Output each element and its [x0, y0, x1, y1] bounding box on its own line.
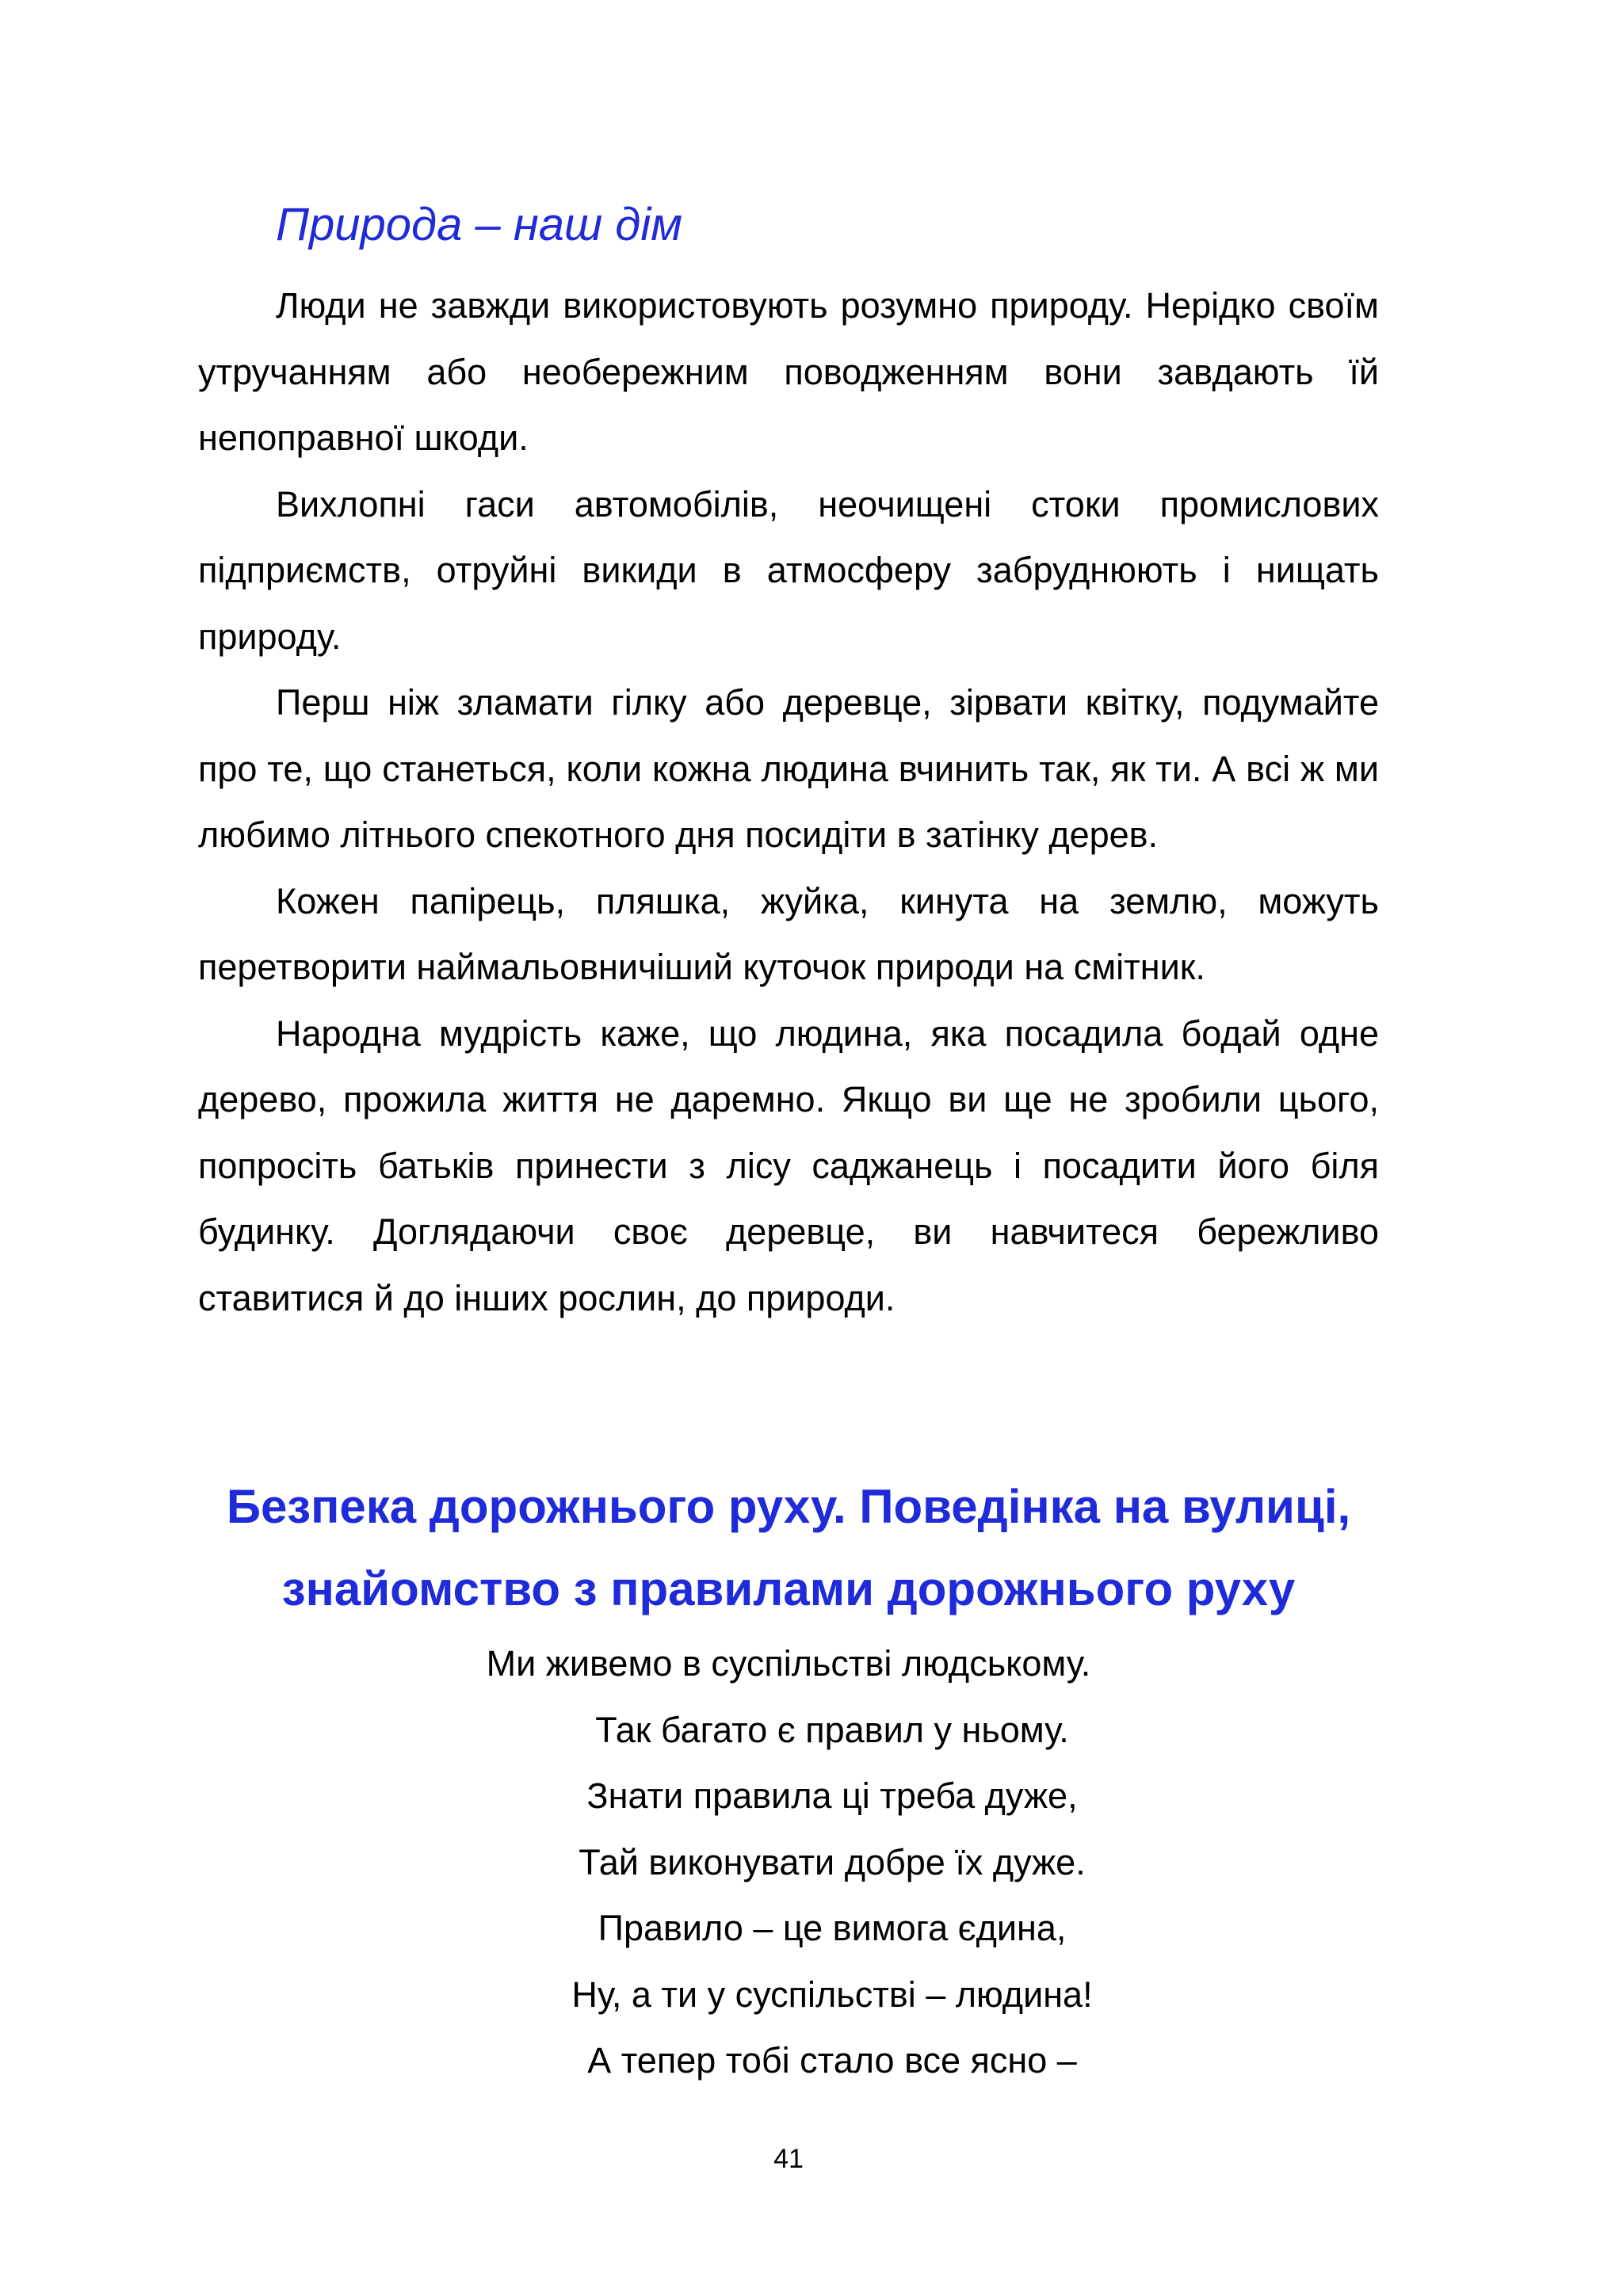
- poem-line: Ми живемо в суспільстві людському.: [486, 1643, 1091, 1684]
- poem-line: Ну, а ти у суспільстві – людина!: [571, 1974, 1093, 2015]
- poem: [198, 1630, 1379, 2094]
- paragraph: Народна мудрість каже, що людина, яка посадила бодай одне дерево, прожила життя не даремно. Якщо ви ще не зробили цього, попросіть батьків принести з лісу саджанець і посадити його біля будинку. Доглядаючи своє деревце, ви навчитеся бережливо ставитися й до інших рослин, до природи.: [198, 1013, 1379, 1318]
- paragraph: Люди не завжди використовують розумно природу. Нерідко своїм утручанням або необережним поводженням вони завдають їй непоправної шкоди.: [198, 285, 1379, 458]
- paragraph: Кожен папірець, пляшка, жуйка, кинута на землю, можуть перетворити наймальовничіший куточок природи на смітник.: [198, 880, 1379, 987]
- page-number: 41: [773, 2144, 804, 2174]
- section-body-nature: [198, 273, 1379, 1331]
- section-title-nature: Природа – наш дім: [276, 199, 682, 250]
- section-title-road-safety: [198, 1466, 1379, 1630]
- section-title-line: знайомство з правилами дорожнього руху: [281, 1562, 1296, 1615]
- poem-line: Так багато є правил у ньому.: [595, 1709, 1069, 1750]
- document-page: [198, 0, 1379, 2296]
- section-title-line: Безпека дорожнього руху. Поведінка на вулиці,: [226, 1480, 1351, 1533]
- paragraph: Вихлопні гаси автомобілів, неочищені стоки промислових підприємств, отруйні викиди в атмосферу забруднюють і нищать природу.: [198, 483, 1379, 657]
- paragraph: Перш ніж зламати гілку або деревце, зірвати квітку, подумайте про те, що станеться, коли кожна людина вчинить так, як ти. А всі ж ми любимо літнього спекотного дня посидіти в затінку дерев.: [198, 682, 1379, 855]
- poem-line: Тай виконувати добре їх дуже.: [579, 1841, 1086, 1882]
- poem-line: А тепер тобі стало все ясно –: [587, 2040, 1077, 2081]
- poem-line: Правило – це вимога єдина,: [598, 1908, 1067, 1948]
- poem-line: Знати правила ці треба дуже,: [586, 1775, 1078, 1816]
